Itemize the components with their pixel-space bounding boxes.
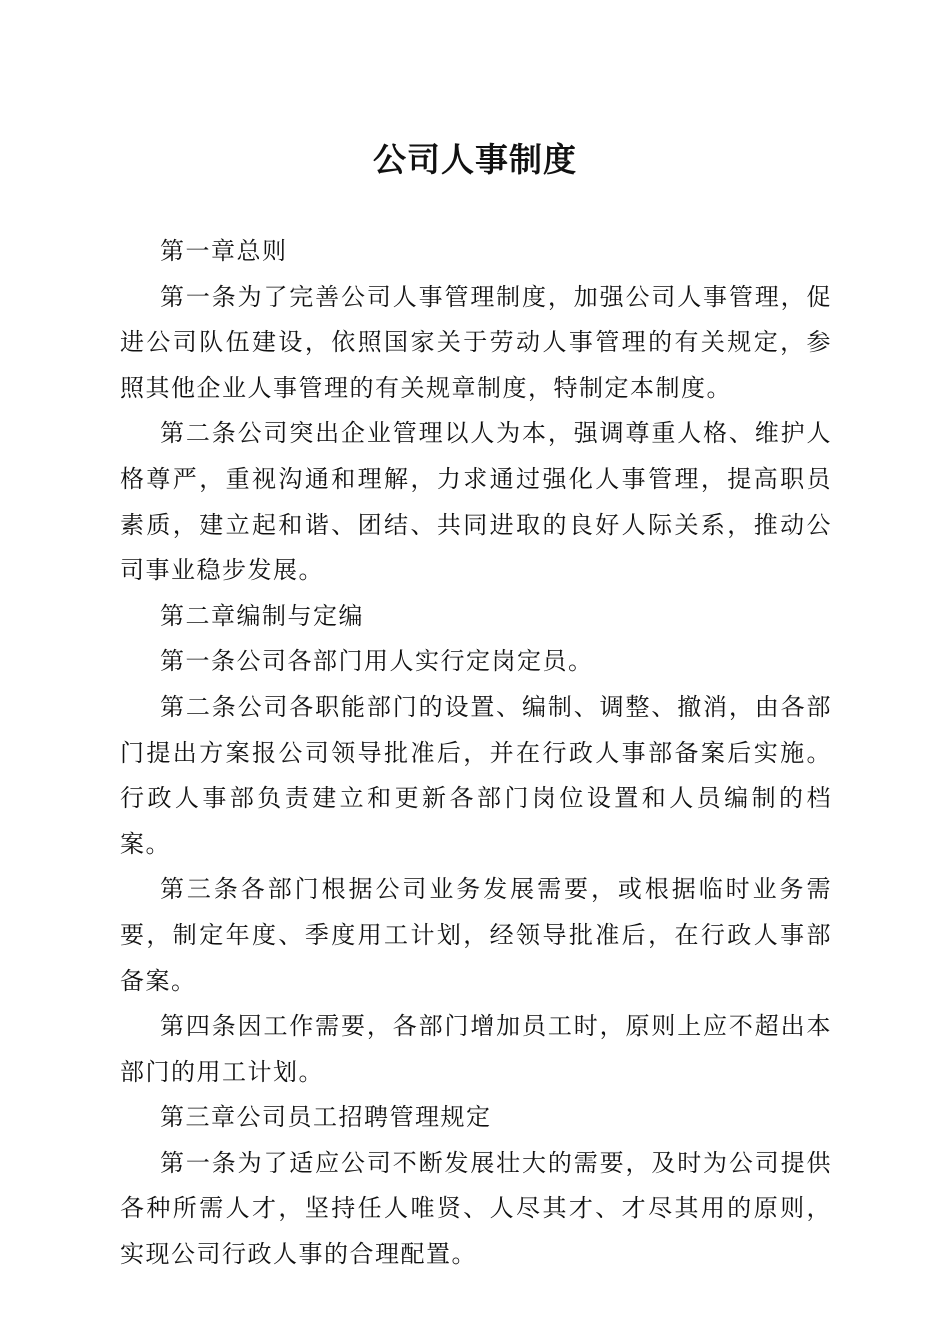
article-paragraph: 第一条公司各部门用人实行定岗定员。 [160,647,594,676]
document-title: 公司人事制度 [373,140,577,179]
chapter-heading-1: 第一章总则 [160,237,288,265]
article-paragraph: 第一条为了适应公司不断发展壮大的需要，及时为公司提供各种所需人才，坚持任人唯贤、人尽其才、才尽其用的原则，实现公司行政人事的合理配置。 [120,1148,832,1269]
chapter-heading-3: 第三章公司员工招聘管理规定 [160,1103,492,1132]
article-paragraph: 第一条为了完善公司人事管理制度，加强公司人事管理，促进公司队伍建设，依照国家关于劳动人事管理的有关规定，参照其他企业人事管理的有关规章制度，特制定本制度。 [120,282,832,402]
document-body [120,229,832,1278]
article-paragraph: 第二条公司各职能部门的设置、编制、调整、撤消，由各部门提出方案报公司领导批准后，并在行政人事部备案后实施。行政人事部负责建立和更新各部门岗位设置和人员编制的档案。 [120,692,832,858]
chapter-heading-2: 第二章编制与定编 [160,601,364,630]
article-paragraph: 第四条因工作需要，各部门增加员工时，原则上应不超出本部门的用工计划。 [120,1012,832,1086]
article-paragraph: 第三条各部门根据公司业务发展需要，或根据临时业务需要，制定年度、季度用工计划，经领导批准后，在行政人事部备案。 [120,875,832,995]
article-paragraph: 第二条公司突出企业管理以人为本，强调尊重人格、维护人格尊严，重视沟通和理解，力求通过强化人事管理，提高职员素质，建立起和谐、团结、共同进取的良好人际关系，推动公司事业稳步发展。 [120,419,832,585]
